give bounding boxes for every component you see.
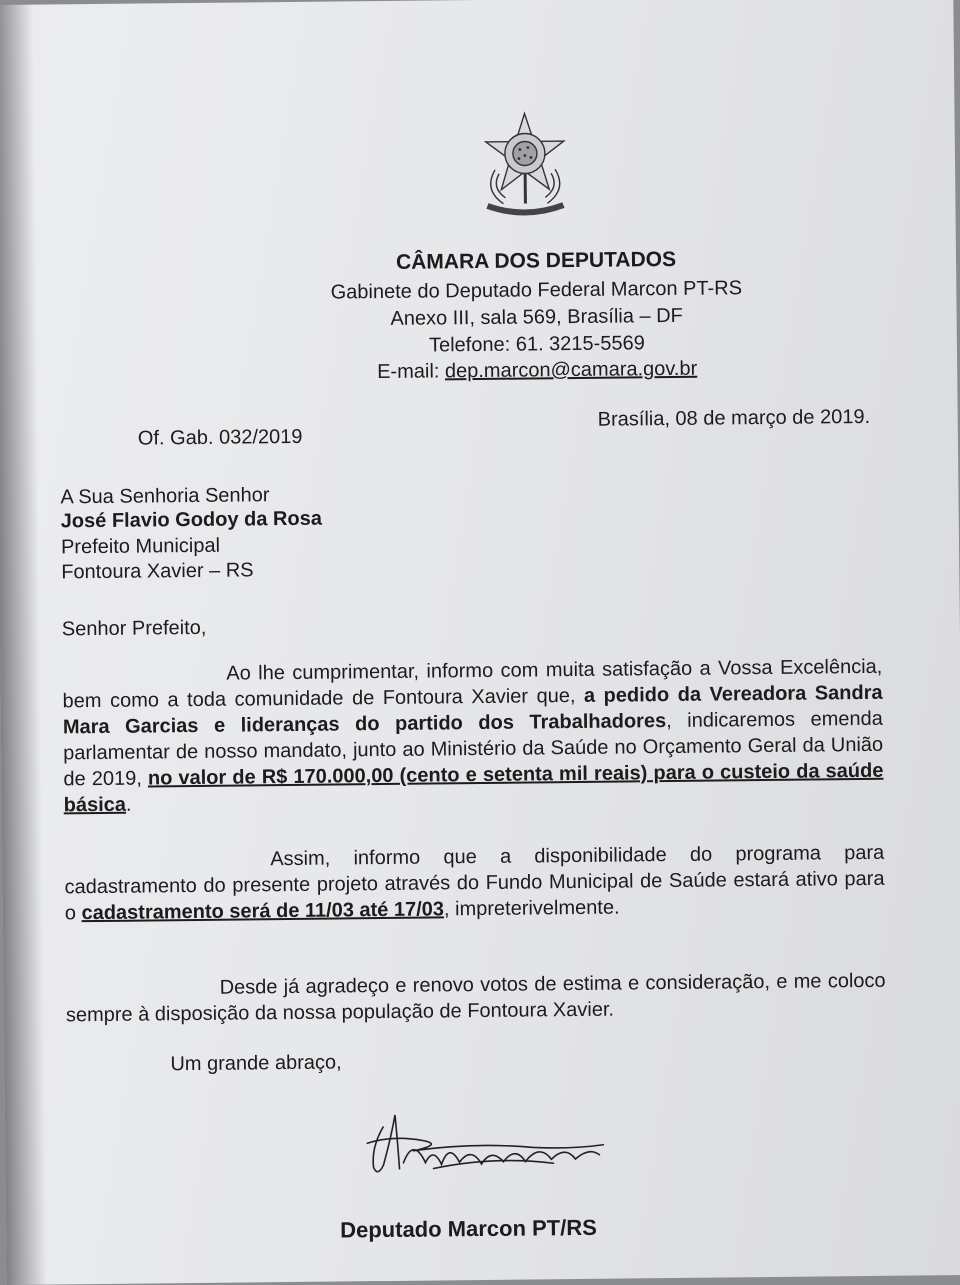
p1-bold: a pedido da Vereadora Sandra Mara Garcias e lideranças do partido dos Trabalhadores (63, 682, 883, 739)
phone-line: Telefone: 61. 3215-5569 (297, 331, 777, 359)
coat-of-arms-icon (472, 111, 577, 222)
p1-amount: no valor de R$ 170.000,00 (cento e setenta mil reais) para o custeio da saúde básica (64, 760, 884, 817)
p2-end: , impreterivelmente. (444, 897, 620, 921)
greeting: Senhor Prefeito, (62, 617, 207, 642)
p1-intro: Ao lhe cumprimentar, informo com muita satisfação a Vossa Excelência, bem como a toda comunidade de Fontoura Xavier que, (63, 656, 883, 713)
page-shadow (0, 5, 47, 1285)
p2-intro: Assim, informo que a disponibilidade do programa para cadastramento do presente projeto através do Fundo Municipal de Saúde estará ativo para o (64, 842, 884, 925)
p1-end: . (126, 794, 132, 816)
p1-middle: , indicaremos emenda parlamentar de nosso mandato, junto ao Ministério da Saúde no Orçamento Geral da União de 2019, (63, 708, 883, 791)
body-paragraph-2 (64, 840, 885, 927)
email-line (297, 357, 777, 385)
document-date: Brasília, 08 de março de 2019. (598, 406, 871, 432)
email-label: E-mail: (377, 360, 445, 383)
recipient-role: Prefeito Municipal (61, 535, 220, 560)
institution-title: CÂMARA DOS DEPUTADOS (296, 247, 776, 276)
body-paragraph-3: Desde já agradeço e renovo votos de estima e consideração, e me coloco sempre à disposição da nossa população de Fontoura Xavier. (65, 968, 885, 1029)
address-line: Anexo III, sala 569, Brasília – DF (297, 304, 777, 332)
office-line: Gabinete do Deputado Federal Marcon PT-RS (296, 277, 776, 305)
recipient-city: Fontoura Xavier – RS (61, 559, 254, 584)
signature-icon (353, 1105, 624, 1188)
signer-name: Deputado Marcon PT/RS (340, 1215, 597, 1244)
closing-line: Um grande abraço, (170, 1051, 341, 1076)
email-link[interactable]: dep.marcon@camara.gov.br (445, 358, 697, 383)
recipient-name: José Flavio Godoy da Rosa (61, 508, 322, 534)
body-paragraph-1 (62, 654, 884, 819)
recipient-salutation: A Sua Senhoria Senhor (60, 484, 269, 509)
document-reference: Of. Gab. 032/2019 (138, 426, 303, 451)
p2-deadline: cadastramento será de 11/03 até 17/03 (81, 898, 444, 924)
